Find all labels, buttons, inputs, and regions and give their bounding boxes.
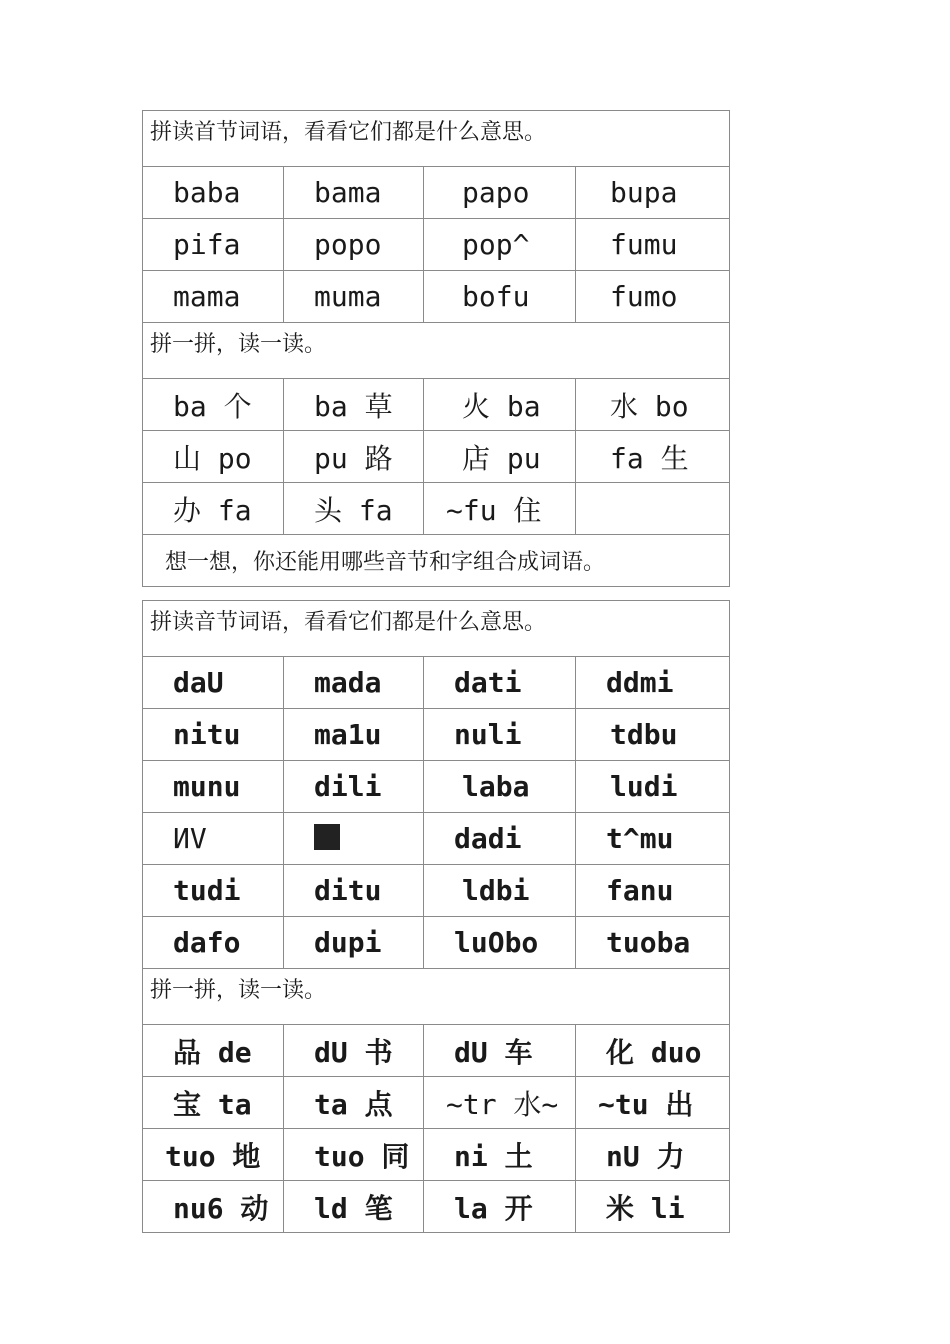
word-cell: ditu xyxy=(284,865,424,917)
table-row xyxy=(143,709,730,761)
practice-title: 拼一拼，读一读。 xyxy=(143,323,730,379)
table-row xyxy=(143,1129,730,1181)
practice-cell: ni 土 xyxy=(424,1129,576,1181)
word-cell: bofu xyxy=(424,271,576,323)
word-cell: bupa xyxy=(576,167,730,219)
think-row xyxy=(143,535,730,587)
table-row xyxy=(143,219,730,271)
word-cell: dadi xyxy=(424,813,576,865)
word-cell: tdbu xyxy=(576,709,730,761)
word-cell: tudi xyxy=(143,865,284,917)
table-row xyxy=(143,657,730,709)
practice-cell: ba 个 xyxy=(143,379,284,431)
word-cell: pop^ xyxy=(424,219,576,271)
instruction-row xyxy=(143,601,730,657)
word-cell: mama xyxy=(143,271,284,323)
practice-cell: 办 fa xyxy=(143,483,284,535)
word-cell: dupi xyxy=(284,917,424,969)
word-cell: daU xyxy=(143,657,284,709)
word-cell xyxy=(284,813,424,865)
worksheet-table-2 xyxy=(142,600,730,1233)
table-row xyxy=(143,271,730,323)
practice-cell: tuo 地 xyxy=(143,1129,284,1181)
practice-cell: 化 duo xyxy=(576,1025,730,1077)
practice-cell: ~fu 住 xyxy=(424,483,576,535)
practice-cell: ta 点 xyxy=(284,1077,424,1129)
practice-cell: 米 li xyxy=(576,1181,730,1233)
word-cell: fumo xyxy=(576,271,730,323)
table-row xyxy=(143,761,730,813)
word-cell: munu xyxy=(143,761,284,813)
table-row xyxy=(143,865,730,917)
practice-cell: la 开 xyxy=(424,1181,576,1233)
word-cell: dili xyxy=(284,761,424,813)
table-row xyxy=(143,379,730,431)
word-cell: mada xyxy=(284,657,424,709)
word-cell: dati xyxy=(424,657,576,709)
practice-cell: ld 笔 xyxy=(284,1181,424,1233)
practice-cell: 火 ba xyxy=(424,379,576,431)
practice-cell: pu 路 xyxy=(284,431,424,483)
word-cell: nitu xyxy=(143,709,284,761)
instruction-text: 拼读首节词语，看看它们都是什么意思。 xyxy=(143,111,730,167)
word-cell: tuoba xyxy=(576,917,730,969)
word-cell: muma xyxy=(284,271,424,323)
word-cell: ma1u xyxy=(284,709,424,761)
word-cell: fanu xyxy=(576,865,730,917)
word-cell: laba xyxy=(424,761,576,813)
word-cell: pifa xyxy=(143,219,284,271)
practice-title-row xyxy=(143,323,730,379)
table-row xyxy=(143,813,730,865)
word-cell: bama xyxy=(284,167,424,219)
practice-cell: ~tr 水~ xyxy=(424,1077,576,1129)
table-row xyxy=(143,431,730,483)
practice-cell: nU 力 xyxy=(576,1129,730,1181)
word-cell: ddmi xyxy=(576,657,730,709)
word-cell: luObo xyxy=(424,917,576,969)
word-cell: dafo xyxy=(143,917,284,969)
word-cell: ldbi xyxy=(424,865,576,917)
practice-cell xyxy=(576,483,730,535)
table-row xyxy=(143,1025,730,1077)
practice-cell: 头 fa xyxy=(284,483,424,535)
practice-cell: 宝 ta xyxy=(143,1077,284,1129)
word-cell: nuli xyxy=(424,709,576,761)
table-row xyxy=(143,167,730,219)
practice-cell: dU 车 xyxy=(424,1025,576,1077)
practice-cell: nu6 动 xyxy=(143,1181,284,1233)
practice-cell: 店 pu xyxy=(424,431,576,483)
practice-cell: ~tu 出 xyxy=(576,1077,730,1129)
practice-cell: 品 de xyxy=(143,1025,284,1077)
instruction-row xyxy=(143,111,730,167)
table-row xyxy=(143,483,730,535)
practice-cell: tuo 同 xyxy=(284,1129,424,1181)
practice-cell: fa 生 xyxy=(576,431,730,483)
practice-title-row xyxy=(143,969,730,1025)
filled-square-icon xyxy=(314,824,340,850)
word-cell: papo xyxy=(424,167,576,219)
table-row xyxy=(143,1181,730,1233)
word-cell: baba xyxy=(143,167,284,219)
word-cell: fumu xyxy=(576,219,730,271)
practice-cell: 山 po xyxy=(143,431,284,483)
practice-title: 拼一拼，读一读。 xyxy=(143,969,730,1025)
instruction-text: 拼读音节词语，看看它们都是什么意思。 xyxy=(143,601,730,657)
practice-cell: dU 书 xyxy=(284,1025,424,1077)
word-cell: t^mu xyxy=(576,813,730,865)
word-cell: popo xyxy=(284,219,424,271)
word-cell: ИV xyxy=(143,813,284,865)
table-row xyxy=(143,1077,730,1129)
think-prompt: 想一想，你还能用哪些音节和字组合成词语。 xyxy=(143,535,730,587)
practice-cell: 水 bo xyxy=(576,379,730,431)
worksheet-table-1 xyxy=(142,110,730,587)
table-row xyxy=(143,917,730,969)
practice-cell: ba 草 xyxy=(284,379,424,431)
word-cell: ludi xyxy=(576,761,730,813)
